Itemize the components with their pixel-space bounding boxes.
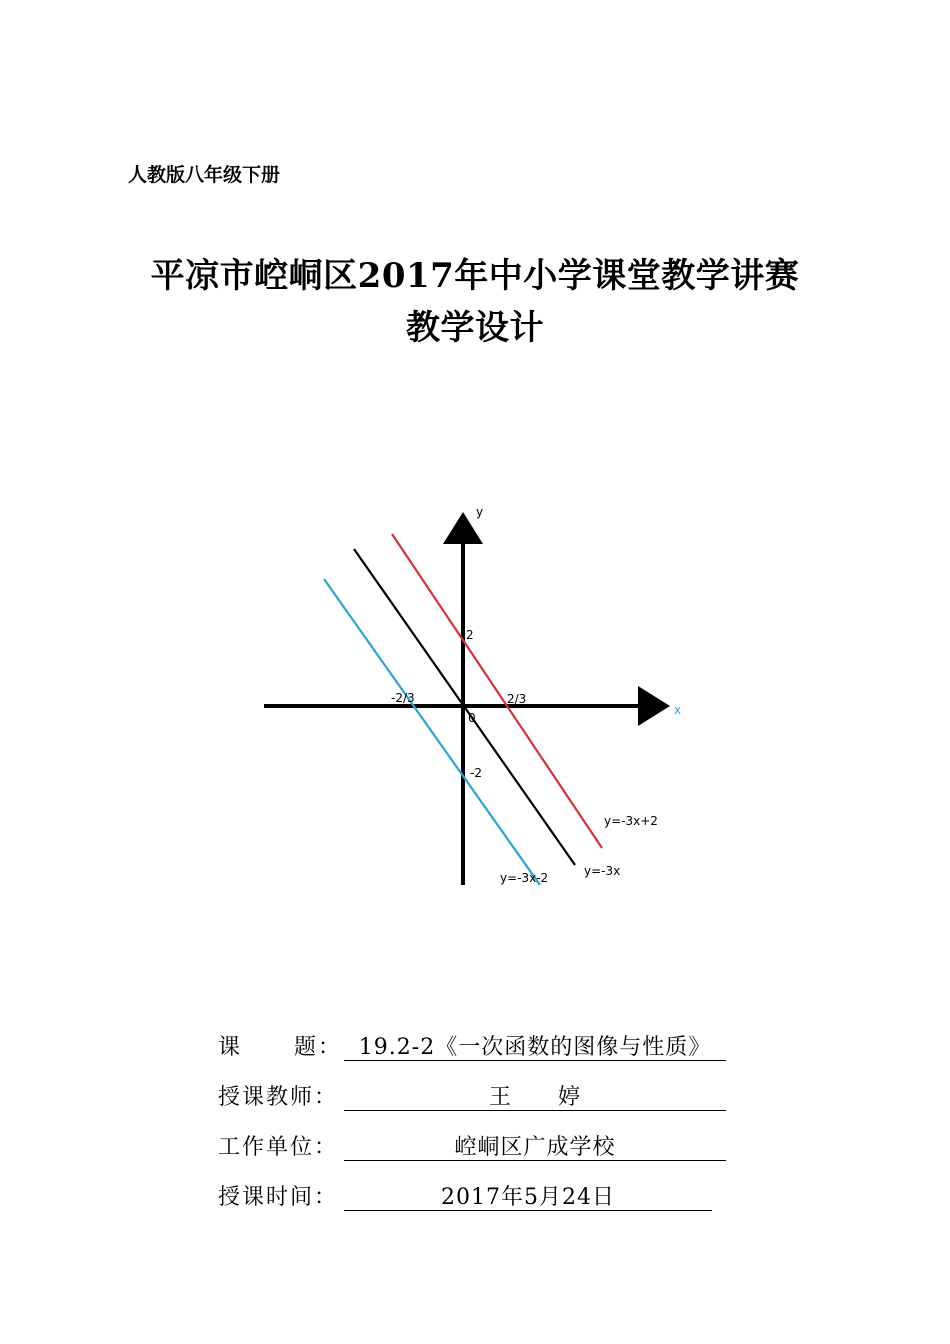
topic-colon: ： bbox=[318, 1035, 343, 1060]
school-label: 工作单位： bbox=[218, 1135, 339, 1160]
time-value: 2017年5月24日 bbox=[344, 1180, 712, 1211]
x-axis-label: x bbox=[674, 703, 682, 717]
origin-label: 0 bbox=[468, 711, 476, 725]
topic-row bbox=[218, 1030, 712, 1061]
line-label-blue: y=-3x-2 bbox=[500, 871, 549, 885]
topic-label-char2: 题 bbox=[294, 1035, 319, 1060]
line-y-neg3x-plus2 bbox=[392, 534, 602, 848]
tick-label-neg2-3: -2/3 bbox=[391, 691, 415, 705]
tick-label-2-3: 2/3 bbox=[507, 692, 527, 706]
time-label: 授课时间： bbox=[218, 1185, 339, 1210]
edition-label: 人教版八年级下册 bbox=[128, 164, 281, 186]
line-y-neg3x-minus2 bbox=[324, 579, 540, 885]
teacher-row bbox=[218, 1080, 581, 1111]
line-label-red: y=-3x+2 bbox=[604, 814, 658, 828]
document-title: 平凉市崆峒区2017年中小学课堂教学讲赛 bbox=[150, 256, 800, 296]
teacher-value: 王 婷 bbox=[344, 1080, 726, 1111]
school-row bbox=[218, 1130, 616, 1161]
topic-label bbox=[218, 1030, 344, 1061]
teacher-label: 授课教师： bbox=[218, 1085, 339, 1110]
time-row bbox=[218, 1180, 615, 1211]
school-value: 崆峒区广成学校 bbox=[344, 1130, 726, 1161]
document-subtitle: 教学设计 bbox=[406, 308, 544, 348]
linear-function-graph bbox=[250, 500, 700, 900]
y-axis-label: y bbox=[476, 505, 484, 519]
line-label-black: y=-3x bbox=[584, 864, 621, 878]
tick-label-2: 2 bbox=[466, 628, 474, 642]
tick-label-neg2: -2 bbox=[470, 766, 482, 780]
topic-value: 19.2-2《一次函数的图像与性质》 bbox=[344, 1030, 726, 1061]
topic-label-char1: 课 bbox=[218, 1035, 243, 1060]
